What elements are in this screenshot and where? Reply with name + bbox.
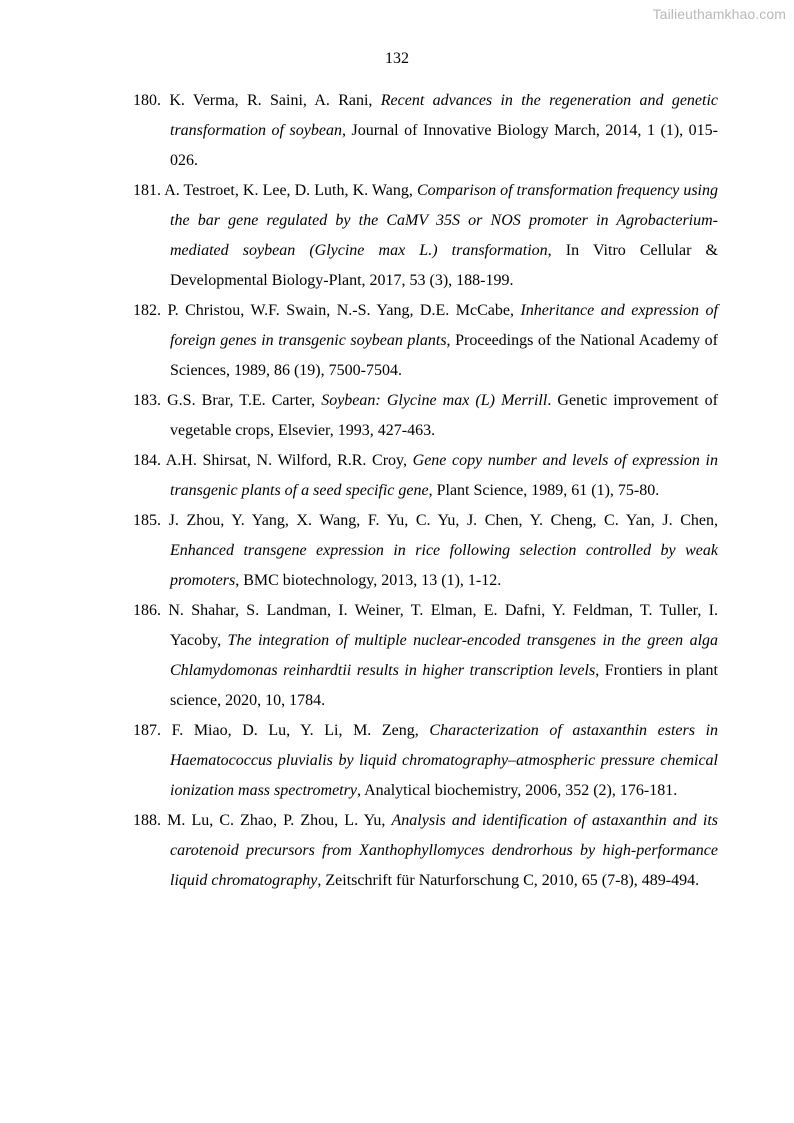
reference-authors: A.H. Shirsat, N. Wilford, R.R. Croy, bbox=[165, 452, 408, 469]
reference-title: Soybean: Glycine max (L) Merrill bbox=[321, 392, 548, 409]
reference-item bbox=[133, 176, 718, 296]
reference-title: Enhanced transgene expression in rice following selection controlled by weak promoters bbox=[170, 542, 718, 589]
reference-source: , Plant Science, 1989, 61 (1), 75-80. bbox=[428, 482, 660, 499]
reference-source: , BMC biotechnology, 2013, 13 (1), 1-12. bbox=[235, 572, 502, 589]
reference-number: 185. bbox=[133, 512, 161, 529]
reference-item bbox=[133, 386, 718, 446]
reference-item bbox=[133, 596, 718, 716]
reference-title: The integration of multiple nuclear-encoded transgenes in the green alga Chlamydomonas reinhardtii results in higher transcription levels bbox=[170, 632, 719, 679]
reference-list bbox=[133, 86, 718, 896]
reference-authors: K. Verma, R. Saini, A. Rani, bbox=[169, 92, 373, 109]
reference-authors: M. Lu, C. Zhao, P. Zhou, L. Yu, bbox=[167, 812, 386, 829]
reference-source: , In Vitro Cellular & Developmental Biology-Plant, 2017, 53 (3), 188-199. bbox=[170, 242, 718, 289]
reference-number: 181. bbox=[133, 182, 161, 199]
reference-number: 182. bbox=[133, 302, 161, 319]
reference-title: Comparison of transformation frequency using the bar gene regulated by the CaMV 35S or NOS promoter in Agrobacterium-mediated soybean (Glycine max L.) transformation bbox=[170, 182, 719, 259]
reference-number: 183. bbox=[133, 392, 161, 409]
reference-number: 188. bbox=[133, 812, 161, 829]
reference-source: , Journal of Innovative Biology March, 2014, 1 (1), 015-026. bbox=[170, 122, 719, 169]
reference-authors: A. Testroet, K. Lee, D. Luth, K. Wang, bbox=[164, 182, 413, 199]
reference-item bbox=[133, 86, 718, 176]
reference-title: Gene copy number and levels of expression in transgenic plants of a seed specific gene bbox=[170, 452, 719, 499]
reference-number: 186. bbox=[133, 602, 161, 619]
reference-authors: P. Christou, W.F. Swain, N.-S. Yang, D.E. McCabe, bbox=[167, 302, 514, 319]
reference-title: Recent advances in the regeneration and genetic transformation of soybean bbox=[170, 92, 719, 139]
reference-item bbox=[133, 806, 718, 896]
reference-item bbox=[133, 296, 718, 386]
watermark: Tailieuthamkhao.com bbox=[652, 6, 786, 22]
reference-authors: N. Shahar, S. Landman, I. Weiner, T. Elman, E. Dafni, Y. Feldman, T. Tuller, I. Yacoby, bbox=[168, 602, 719, 649]
page-number: 132 bbox=[385, 50, 409, 67]
reference-source: . Genetic improvement of vegetable crops, Elsevier, 1993, 427-463. bbox=[170, 392, 719, 439]
reference-source: , Zeitschrift für Naturforschung C, 2010, 65 (7-8), 489-494. bbox=[317, 872, 700, 889]
reference-authors: F. Miao, D. Lu, Y. Li, M. Zeng, bbox=[171, 722, 419, 739]
reference-source: , Analytical biochemistry, 2006, 352 (2), 176-181. bbox=[356, 782, 678, 799]
reference-authors: G.S. Brar, T.E. Carter, bbox=[167, 392, 316, 409]
reference-item bbox=[133, 506, 718, 596]
reference-authors: J. Zhou, Y. Yang, X. Wang, F. Yu, C. Yu, J. Chen, Y. Cheng, C. Yan, J. Chen, bbox=[168, 512, 719, 529]
reference-number: 187. bbox=[133, 722, 161, 739]
reference-title: Analysis and identification of astaxanthin and its carotenoid precursors from Xanthophyllomyces dendrorhous by high-performance liquid chromatography bbox=[170, 812, 719, 889]
reference-item bbox=[133, 716, 718, 806]
reference-number: 184. bbox=[133, 452, 161, 469]
reference-number: 180. bbox=[133, 92, 161, 109]
reference-source: , Proceedings of the National Academy of Sciences, 1989, 86 (19), 7500-7504. bbox=[170, 332, 719, 379]
reference-item bbox=[133, 446, 718, 506]
reference-source: , Frontiers in plant science, 2020, 10, 1784. bbox=[170, 662, 718, 709]
reference-title: Characterization of astaxanthin esters in Haematococcus pluvialis by liquid chromatography–atmospheric pressure chemical ionization mass spectrometry bbox=[170, 722, 719, 799]
reference-title: Inheritance and expression of foreign genes in transgenic soybean plants bbox=[170, 302, 718, 349]
